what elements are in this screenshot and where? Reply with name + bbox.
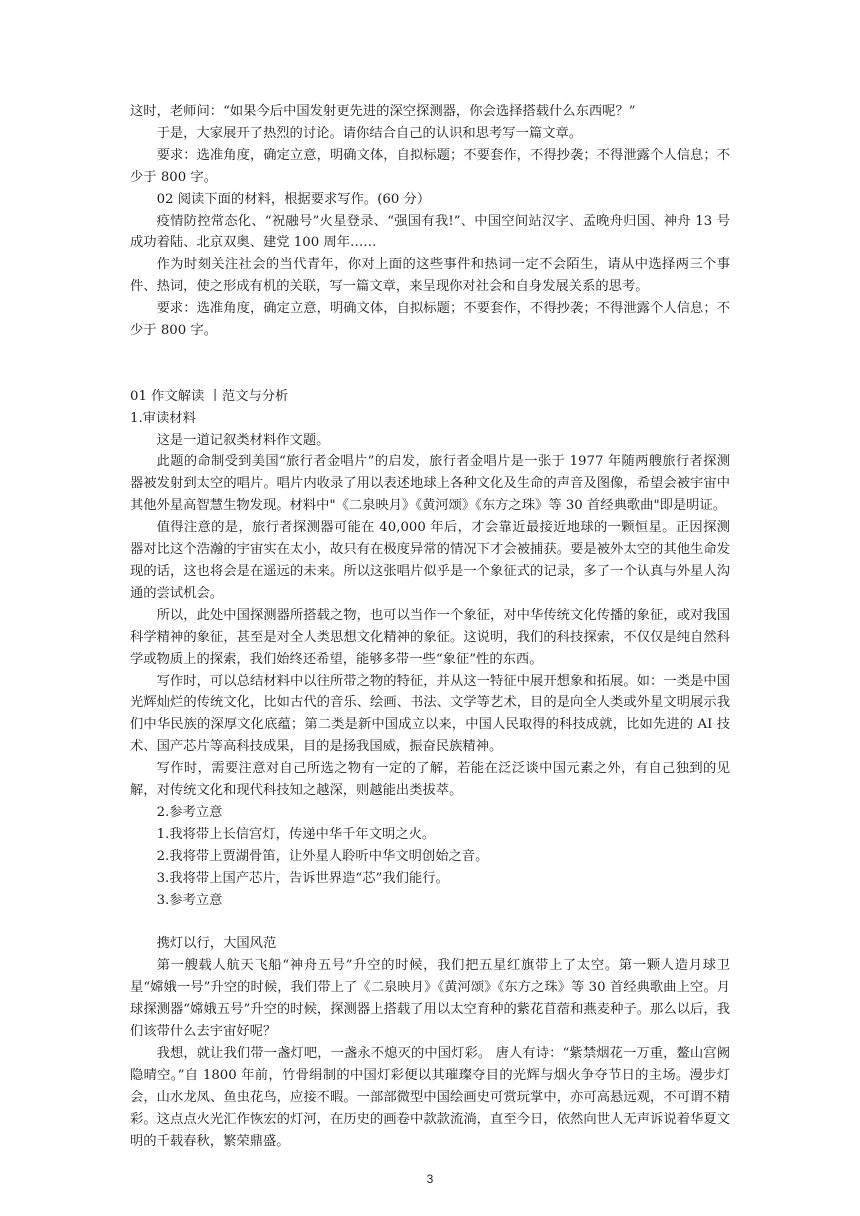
paragraph: 3.参考立意 [156,892,223,908]
paragraph: 所以，此处中国探测器所搭载之物，也可以当作一个象征，对中华传统文化传播的象征，或对我国科学精神的象征，甚至是对全人类思想文化精神的象征。这说明，我们的科技探索，不仅仅是纯自然科学或物质上的探索，我们始终还希望，能够多带一些“象征”性的东西。 [130,607,730,667]
paragraph: 写作时，可以总结材料中以往所带之物的特征，并从这一特征中展开想象和拓展。如：一类是中国光辉灿烂的传统文化，比如古代的音乐、绘画、书法、文学等艺术，目的是向全人类或外星文明展示我们中华民族的深厚文化底蕴；第二类是新中国成立以来，中国人民取得的科技成就，比如先进的 AI 技术、国产芯片等高科技成果，目的是扬我国威，振奋民族精神。 [130,673,730,755]
page-number: 3 [426,1172,434,1186]
paragraph: 作为时刻关注社会的当代青年，你对上面的这些事件和热词一定不会陌生，请从中选择两三个事件、热词，使之形成有机的关联，写一篇文章，来呈现你对社会和自身发展关系的思考。 [130,257,730,295]
paragraph: 第一艘载人航天飞船“神舟五号”升空的时候，我们把五星红旗带上了太空。第一颗人造月球卫星“嫦娥一号”升空的时候，我们带上了《二泉映月》《黄河颂》《东方之珠》等 30 首经典歌曲上空。月球探测器“嫦娥五号”升空的时候，探测器上搭载了用以太空育种的紫花苜蓿和燕麦种子。那么以后，我们该带什么去宇宙好呢？ [130,958,730,1040]
paragraph: 值得注意的是，旅行者探测器可能在 40,000 年后，才会靠近最接近地球的一颗恒星。正因探测器对比这个浩瀚的宇宙实在太小，故只有在极度异常的情况下才会被捕获。要是被外太空的其他生命发现的话，这也将会是在遥远的未来。所以这张唱片似乎是一个象征式的记录，多了一个认真与外星人沟通的尝试机会。 [130,520,730,601]
page-content [130,101,730,1152]
paragraph: 于是，大家展开了热烈的讨论。请你结合自己的认识和思考写一篇文章。 [156,125,583,141]
paragraph: 01 作文解读 丨范文与分析 [130,388,289,404]
paragraph: 2.参考立意 [156,804,223,820]
section-gap [130,912,730,934]
section-analysis [130,386,730,912]
paragraph: 02 阅读下面的材料，根据要求写作。(60 分） [156,191,431,207]
paragraph: 我想，就让我们带一盏灯吧，一盏永不熄灭的中国灯彩。 唐人有诗：“紫禁烟花一万重，鳌山宫阙隐晴空。”自 1800 年前，竹骨绢制的中国灯彩便以其璀璨夺目的光辉与烟火争夺节日的主场。漫步灯会，山水龙凤、鱼虫花鸟，应接不暇。一部部微型中国绘画史可赏玩掌中，亦可高悬远观，不可谓不精彩。这点点火光汇作恢宏的灯河，在历史的画卷中款款流淌，直至今日，依然向世人无声诉说着华夏文明的千载春秋，繁荣鼎盛。 [130,1045,730,1149]
paragraph: 3.我将带上国产芯片，告诉世界造“芯”我们能行。 [156,870,449,886]
paragraph: 1.审读材料 [130,410,196,426]
paragraph: 要求：选准角度，确定立意，明确文体，自拟标题；不要套作，不得抄袭；不得泄露个人信息；不少于 800 字。 [130,147,730,185]
paragraph: 要求：选准角度，确定立意，明确文体，自拟标题；不要套作，不得抄袭；不得泄露个人信息；不少于 800 字。 [130,301,730,339]
paragraph: 疫情防控常态化、“祝融号”火星登录、“强国有我!”、中国空间站汉字、孟晚舟归国、神舟 13 号成功着陆、北京双奥、建党 100 周年…… [130,213,730,251]
paragraph: 2.我将带上贾湖骨笛，让外星人聆听中华文明创始之音。 [156,848,489,864]
section-gap [130,342,730,386]
section-sample-essay [130,933,730,1152]
paragraph: 这是一道记叙类材料作文题。 [156,432,330,448]
paragraph: 这时，老师问：“如果今后中国发射更先进的深空探测器，你会选择搭载什么东西呢？” [130,104,636,119]
section-prompt [130,101,730,342]
paragraph: 1.我将带上长信宫灯，传递中华千年文明之火。 [156,826,436,842]
paragraph: 此题的命制受到美国“旅行者金唱片”的启发，旅行者金唱片是一张于 1977 年随两艘旅行者探测器被发射到太空的唱片。唱片内收录了用以表述地球上各种文化及生命的声音及图像，希望会被宇宙中其他外星高智慧生物发现。材料中"《二泉映月》《黄河颂》《东方之珠》等 30 首经典歌曲"即是明证。 [130,454,730,514]
paragraph: 携灯以行，大国风范 [156,936,277,952]
paragraph: 写作时，需要注意对自己所选之物有一定的了解，若能在泛泛谈中国元素之外，有自己独到的见解，对传统文化和现代科技知之越深，则越能出类拔萃。 [130,761,730,799]
